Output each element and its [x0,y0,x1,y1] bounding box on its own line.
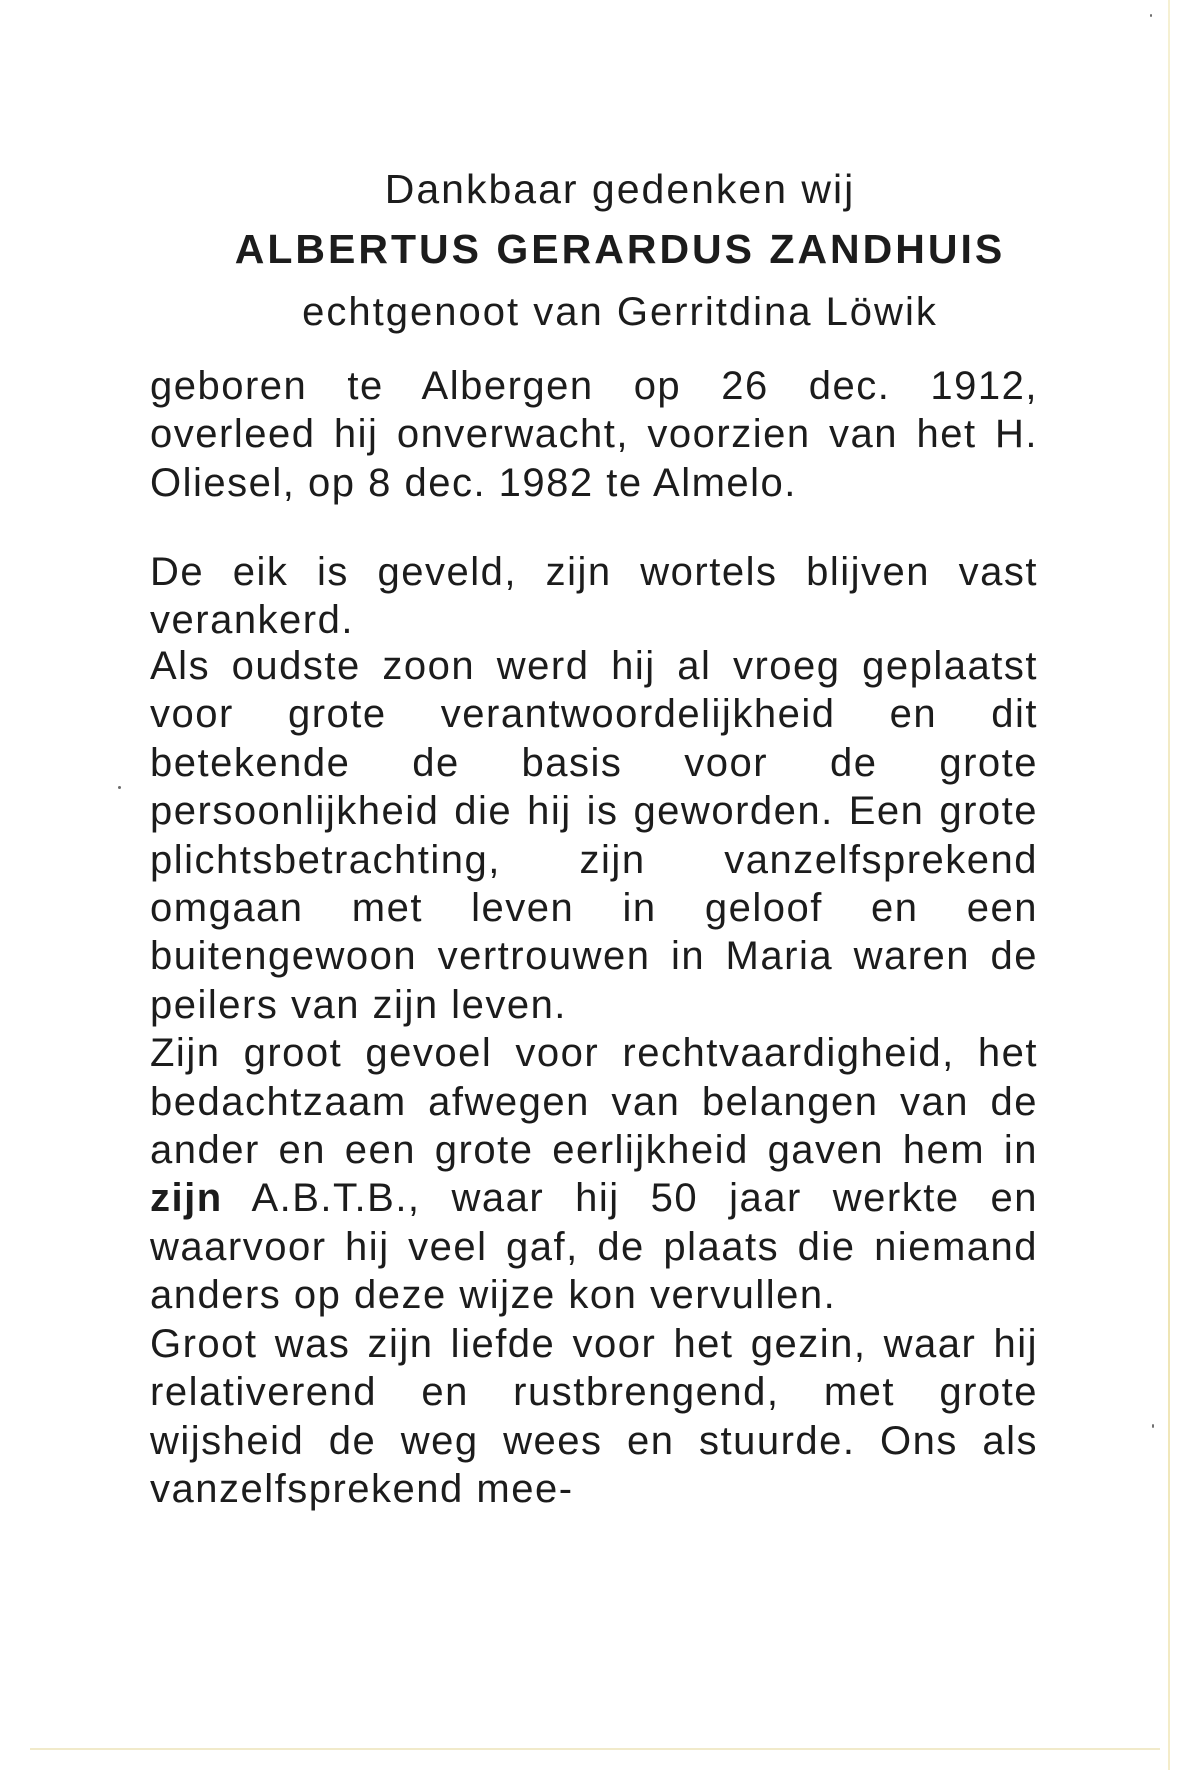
print-speck [1150,14,1152,17]
birth-death-text: geboren te Albergen op 26 dec. 1912, overleed hij onverwacht, voorzien van het H. Oliesel, op 8 dec. 1982 te Almelo. [150,364,1038,505]
print-speck [1152,1424,1154,1428]
biography-paragraph-1: Als oudste zoon werd hij al vroeg geplaatst voor grote verantwoordelijkheid en dit betekende de basis voor de grote persoonlijkheid die hij is geworden. Een grote plichtsbetrachting, zijn vanzelfsprekend omgaan met leven in geloof en een buitengewoon vertrouwen in Maria waren de peilers van zijn leven. [150,644,1038,1027]
card-bottom-edge [30,1748,1160,1750]
spouse-line: echtgenoot van Gerritdina Löwik [302,290,938,334]
biography-paragraph-2-bold: zijn [150,1176,223,1221]
oak-text: De eik is geveld, zijn wortels blijven vast verankerd. [150,550,1038,643]
oak-paragraph [150,548,1038,645]
deceased-name: ALBERTUS GERARDUS ZANDHUIS [234,226,1006,272]
birth-death-paragraph [150,362,1038,507]
biography [150,642,1038,1513]
print-speck [118,786,121,789]
biography-paragraph-3: Groot was zijn liefde voor het gezin, waar hij relativerend en rustbrengend, met grote wijsheid de weg wees en stuurde. Ons als vanzelfsprekend mee- [150,1321,1038,1511]
biography-paragraph-2-end: A.B.T.B., waar hij 50 jaar werkte en waarvoor hij veel gaf, de plaats die niemand anders op deze wijze kon vervullen. [150,1176,1039,1318]
biography-paragraph-2-start: Zijn groot gevoel voor rechtvaardigheid, het bedachtzaam afwegen van belangen van de ander en een grote eerlijkheid gaven hem in [150,1031,1038,1173]
biography-paragraph-2 [150,1029,1038,1319]
intro-line: Dankbaar gedenken wij [384,166,856,212]
